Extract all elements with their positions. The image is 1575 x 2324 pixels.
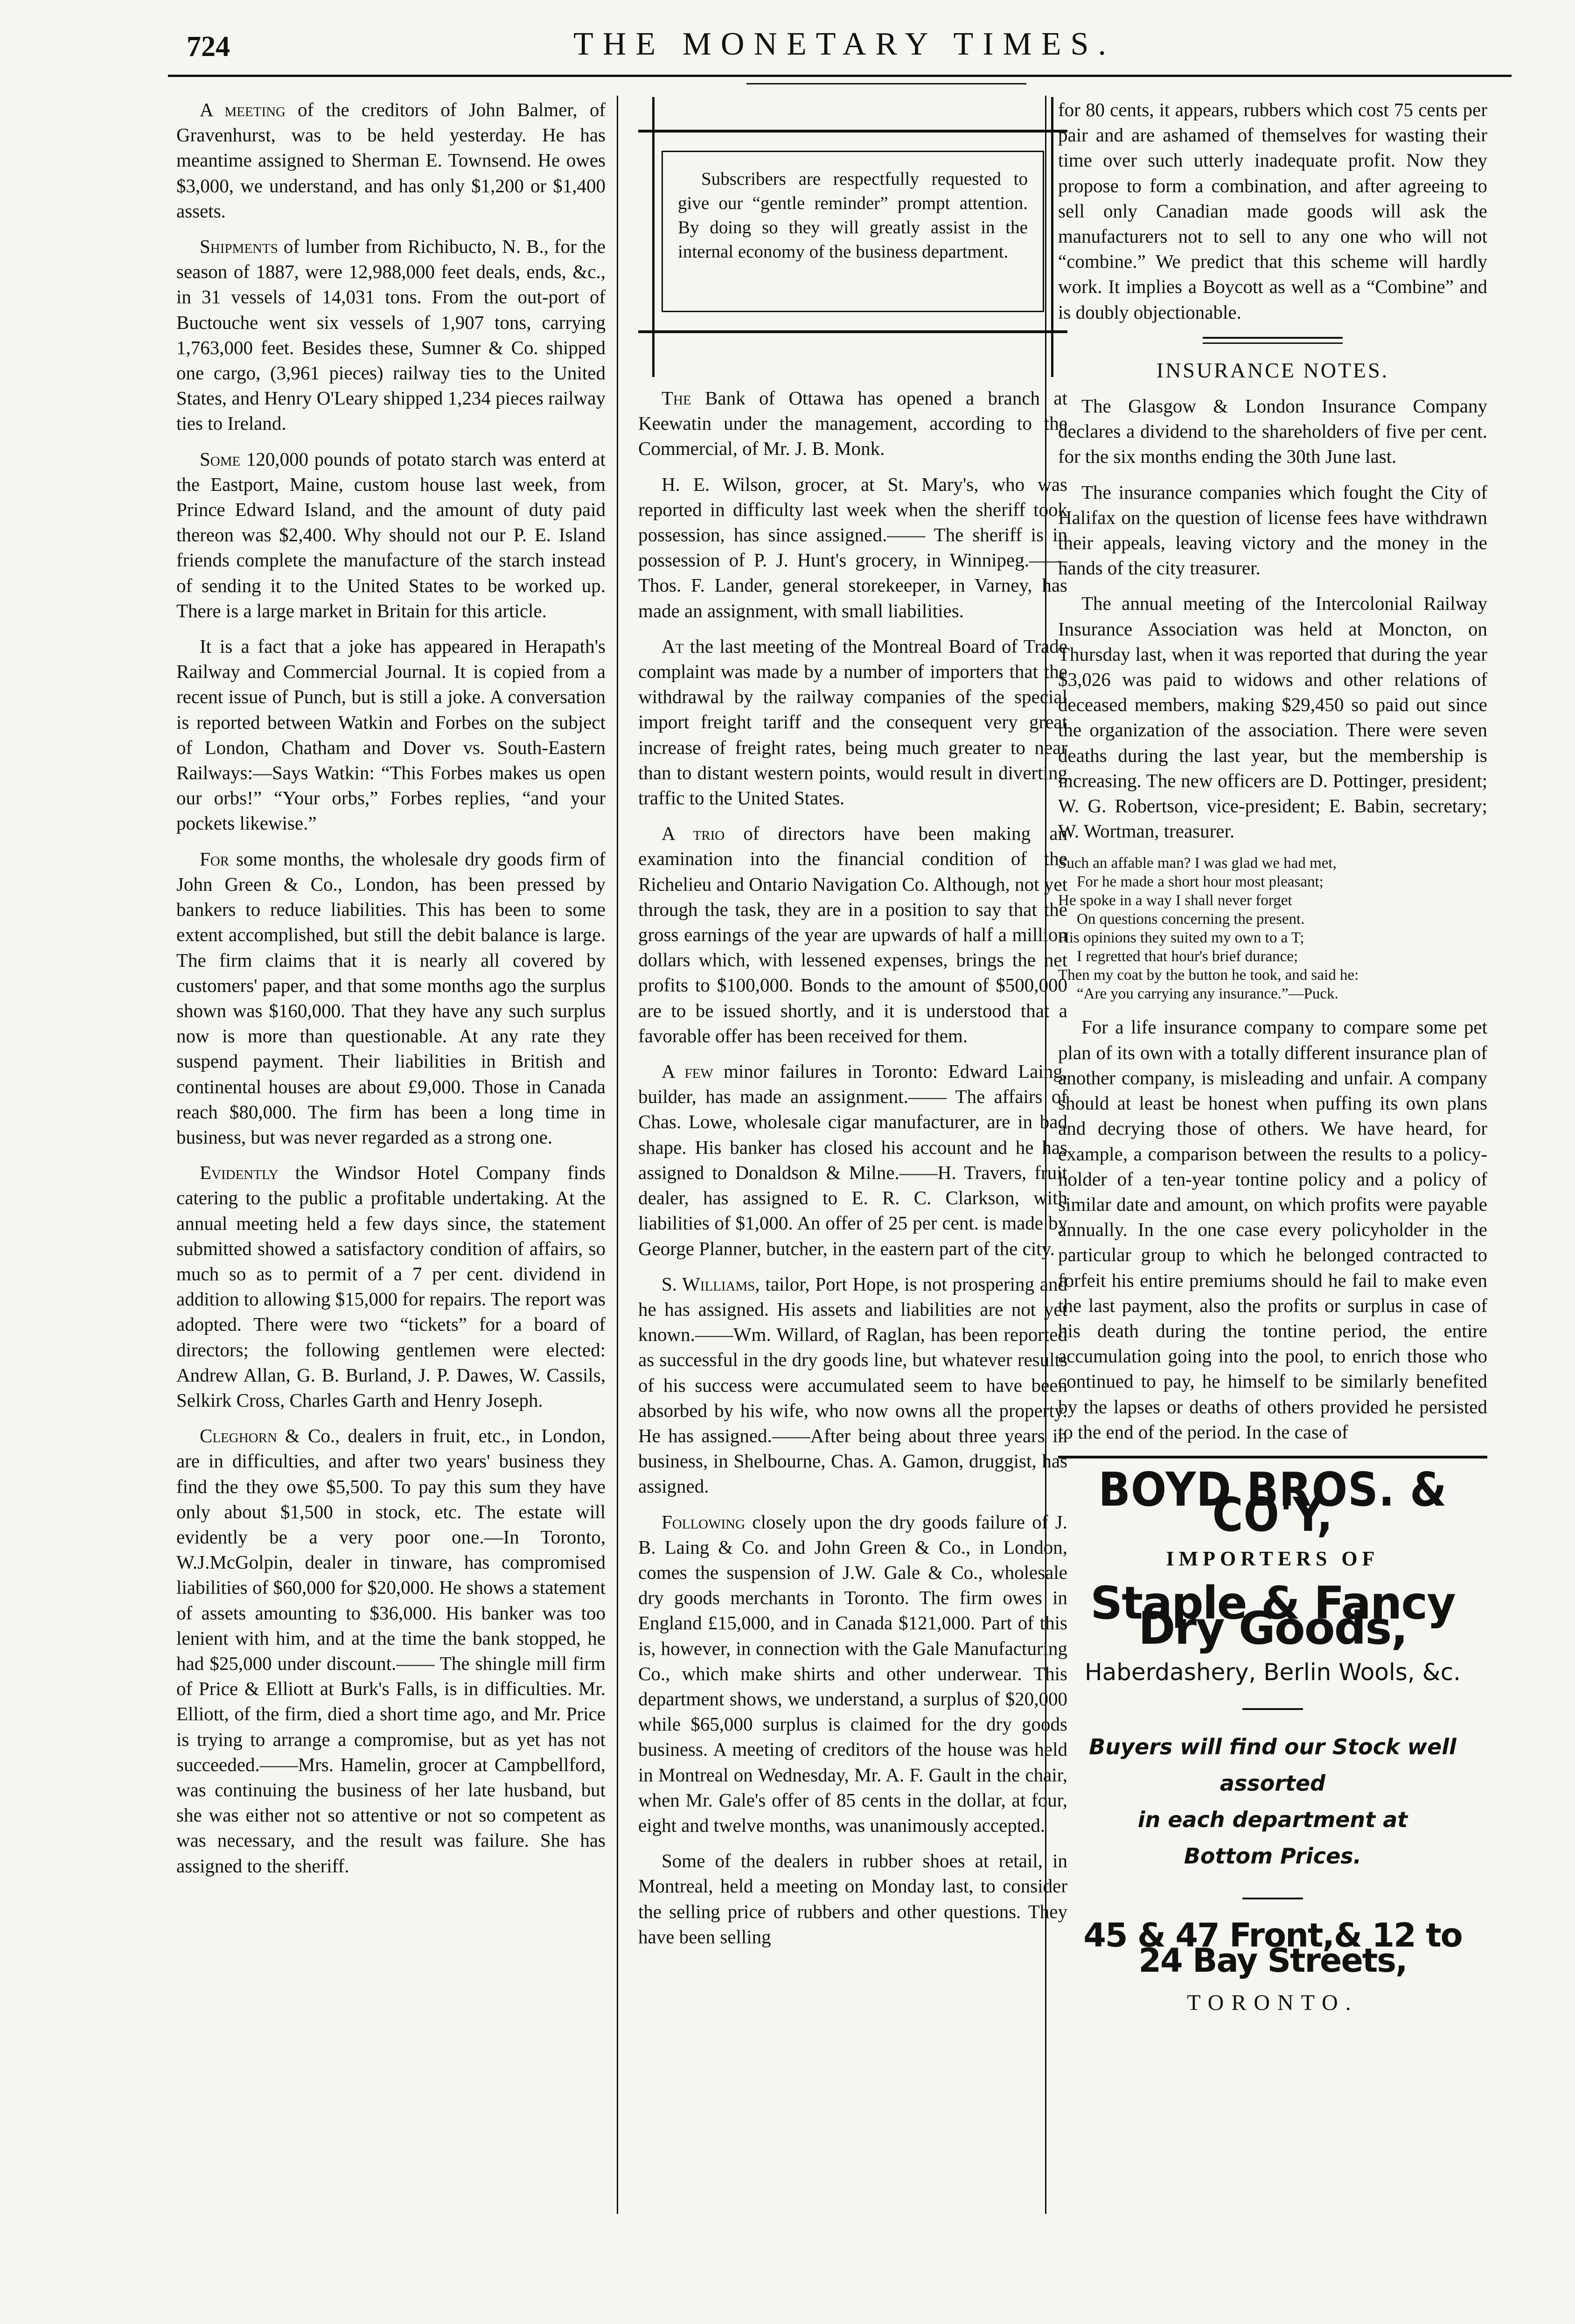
article-text: & Co., dealers in fruit, etc., in London, are in difficulties, and after two years' business they find the they owe $5,500. To pay this sum they have only about $1,500 in stock, etc. The estate will evidently be a very poor one.—In Toronto, W.J.McGolpin, dealer in tinware, has compromised liabilities of $60,000 for $20,000. He shows a statement of assets amounting to $36,000. His banker was too lenient with him, and at the time the bank stopped, he had $25,000 under discount.—— The shingle mill firm of Price & Elliott at Burk's Falls, is in difficulties. Mr. Elliott, of the firm, died a short time ago, and Mr. Price is trying to arrange a compromise, but as yet has not succeeded.——Mrs. Hamelin, grocer at Campbellford, was continuing the business of her late husband, but she was either not so attentive or not so competent as was necessary, and the result was failure. She has assigned to the sheriff. <box>176 1425 606 1877</box>
advertisement <box>1058 1462 1487 2016</box>
poem-line: His opinions they suited my own to a T; <box>1058 929 1304 947</box>
section-title: INSURANCE NOTES. <box>1156 358 1389 382</box>
notice-rule <box>638 130 1067 133</box>
column-2 <box>638 97 1067 1960</box>
ad-divider <box>1242 1708 1303 1710</box>
column-divider <box>617 96 618 2214</box>
article-text: H. E. Wilson, grocer, at St. Mary's, who was reported in difficulty last week when the sheriff took possession, has since assigned.—— The sheriff is in possession of P. J. Hunt's grocery, in Winnipeg.——Thos. F. Lander, general storekeeper, in Varney, has made an assignment, with small liabilities. <box>638 473 1067 621</box>
article <box>176 634 606 836</box>
article-lead: The <box>662 387 691 409</box>
ad-divider <box>1242 1898 1303 1899</box>
poem-line: I regretted that hour's brief durance; <box>1077 948 1298 965</box>
article-text: , tailor, Port Hope, is not prospering and he has assigned. His assets and liabilities are not yet known.——Wm. Willard, of Raglan, has been reported as successful in the dry goods line, but whatever results of his success were accumulated seem to have been absorbed by his wife, who now owns all the property. He has assigned.——After being about three years in business, in Shelbourne, Chas. A. Gamon, druggist, has assigned. <box>638 1273 1068 1497</box>
poem-line: “Are you carrying any insurance.”—Puck. <box>1077 985 1338 1003</box>
article-lead: For <box>200 848 230 870</box>
subscriber-notice <box>638 97 1067 377</box>
ad-address: 45 & 47 Front,& 12 to 24 Bay Streets, <box>1083 1916 1462 1980</box>
column-3 <box>1058 97 1487 2016</box>
article-continued: for 80 cents, it appears, rubbers which cost 75 cents per pair and are ashamed of themselves for wasting their time over such utterly inadequate profit. Now they propose to form a combination, and after agreeing to sell only Canadian made goods will ask the manufacturers not to sell to any one who will not “combine.” We predict that this scheme will hardly work. It implies a Boycott as well as a “Combine” and is doubly objectionable. <box>1058 99 1487 323</box>
article <box>638 1271 1067 1499</box>
ad-buyers-1: Buyers will find our Stock well assorted <box>1089 1734 1457 1796</box>
article-lead: A meeting <box>200 99 286 120</box>
poem-line: Such an affable man? I was glad we had met, <box>1058 855 1337 872</box>
poem-line: On questions concerning the present. <box>1077 911 1305 928</box>
poem <box>1058 854 1487 1003</box>
article-text: the last meeting of the Montreal Board of Trade complaint was made by a number of importers that the withdrawal by the railway companies of the special import freight tariff and the consequent very great increase of freight rates, being much greater to near than to distant western points, would result in diverting traffic to the United States. <box>638 635 1067 809</box>
article-lead: At <box>662 635 684 657</box>
article-text: of directors have been making an examination into the financial condition of the Richelieu and Ontario Navigation Co. Although, not yet through the task, they are in a position to say that the gross earnings of the year are upwards of half a million dollars which, with lessened expenses, brings the net profits to $100,000. Bonds to the amount of $500,000 are to be issued shortly, and it is understood that a favorable offer has been received for them. <box>638 823 1067 1047</box>
article <box>638 472 1067 623</box>
notice-rule <box>1051 97 1053 377</box>
article <box>176 447 606 623</box>
article-lead: Following <box>662 1511 746 1533</box>
article <box>638 634 1067 810</box>
poem-line: For he made a short hour most pleasant; <box>1077 873 1324 891</box>
article-lead: A trio <box>662 823 725 844</box>
page-number: 724 <box>187 31 230 63</box>
article-text: Some of the dealers in rubber shoes at retail, in Montreal, held a meeting on Monday last, to consider the selling price of rubbers and other questions. They have been selling <box>638 1850 1067 1947</box>
section-rule <box>1203 337 1343 344</box>
page-header <box>168 26 1521 72</box>
article-lead: Evidently <box>200 1162 279 1184</box>
header-rule-short <box>746 83 1026 84</box>
article <box>638 385 1067 461</box>
ad-buyers-3: Bottom Prices. <box>1184 1843 1362 1869</box>
article: The annual meeting of the Intercolonial Railway Insurance Association was held at Moncton, on Thursday last, when it was reported that during the year $3,026 was paid to widows and other relations of deceased members, making $29,450 so paid out since the organization of the association. There were seven deaths during the last year, but the membership is increasing. The new officers are D. Pottinger, president; W. G. Robertson, vice-president; E. Babin, secretary; W. Wortman, treasurer. <box>1058 593 1487 842</box>
article-lead: Some <box>200 448 241 470</box>
notice-text: Subscribers are respectfully requested to give our “gentle reminder” prompt attention. By doing so they will greatly assist in the internal economy of the business department. <box>678 169 1028 262</box>
advertisement-rule <box>1058 1456 1487 1459</box>
masthead: THE MONETARY TIMES. <box>573 26 1115 62</box>
article <box>638 1848 1067 1949</box>
notice-rule <box>652 97 655 377</box>
article <box>176 97 606 223</box>
article-text: It is a fact that a joke has appeared in Herapath's Railway and Commercial Journal. It is copied from a recent issue of Punch, but is still a joke. A conversation is reported between Watkin and Forbes on the subject of London, Chatham and Dover vs. South-Eastern Railways:—Says Watkin: “This Forbes makes us open our orbs!” “Your orbs,” Forbes replies, “and your pockets likewise.” <box>176 635 606 834</box>
column-1 <box>176 97 606 1889</box>
article-text: minor failures in Toronto: Edward Laing, builder, has made an assignment.—— The affairs of Chas. Lowe, wholesale cigar manufacturer, are in bad shape. His banker has closed his account and he has assigned to Donaldson & Milne.——H. Travers, fruit dealer, has assigned to E. R. C. Clarkson, with liabilities of $1,000. An offer of 25 per cent. is made by George Planner, butcher, in the eastern part of the city. <box>638 1061 1068 1259</box>
article <box>176 1423 606 1878</box>
article: The Glasgow & London Insurance Company declares a dividend to the shareholders of five per cent. for the six months ending the 30th June last. <box>1058 395 1487 468</box>
ad-firm-name: BOYD BROS. & CO'Y, <box>1098 1462 1447 1542</box>
article-lead: A few <box>662 1061 713 1082</box>
article <box>638 1509 1067 1838</box>
article-text: the Windsor Hotel Company finds catering to the public a profitable undertaking. At the annual meeting held a few days since, the statement submitted showed a satisfactory condition of affairs, so much so as to permit of a 7 per cent. dividend in addition to allowing $15,000 for repairs. The report was adopted. There were two “tickets” for a board of directors; the following gentlemen were elected: Andrew Allan, G. B. Burland, J. P. Dawes, W. Cassils, Selkirk Cross, Charles Garth and Henry Joseph. <box>176 1162 606 1411</box>
article-text: closely upon the dry goods failure of J. B. Laing & Co. and John Green & Co., in London, comes the suspension of J.W. Gale & Co., wholesale dry goods merchants in Toronto. The firm owes in England £15,000, and in Canada $121,000. Part of this is, however, in connection with the Gale Manufacturing Co., which make shirts and other underwear. This department shows, we understand, a surplus of $20,000 while $65,000 surplus is claimed for the dry goods business. A meeting of creditors of the house was held in Montreal on Wednesday, Mr. A. F. Gault in the chair, when Mr. Gale's offer of 85 cents in the dollar, at four, eight and twelve months, was unanimously accepted. <box>638 1511 1067 1836</box>
ad-importers: IMPORTERS OF <box>1166 1547 1380 1570</box>
article-text: of the creditors of John Balmer, of Gravenhurst, was to be held yesterday. He has meantime assigned to Sherman E. Townsend. He owes $3,000, we understand, and has only $1,200 or $1,400 assets. <box>176 99 606 222</box>
ad-lines: Haberdashery, Berlin Wools, &c. <box>1084 1658 1461 1686</box>
article-text: Bank of Ottawa has opened a branch at Keewatin under the management, according to the Commercial, of Mr. J. B. Monk. <box>638 387 1067 460</box>
article-text: of lumber from Richibucto, N. B., for the season of 1887, were 12,988,000 feet deals, ends, &c., in 31 vessels of 14,031 tons. From the out-port of Buctouche went six vessels of 1,907 tons, carrying 1,763,000 feet. Besides these, Sumner & Co. shipped one cargo, (3,961 pieces) railway ties to the United States, and Henry O'Leary shipped 1,234 pieces railway ties to Ireland. <box>176 236 606 434</box>
article <box>176 1160 606 1413</box>
article <box>638 1059 1067 1261</box>
article: For a life insurance company to compare some pet plan of its own with a totally different insurance plan of another company, is misleading and unfair. A company should at least be honest when puffing its own plans and decrying those of others. We have heard, for example, a comparison between the results to a policy-holder of a ten-year tontine policy and a policy of similar date and amount, on which profits were payable annually. In the one case every policyholder in the particular group to which he belonged contracted to forfeit his entire premiums should he fail to make even the last payment, also the profits or surplus in case of his death during the tontine period, the entire accumulation going into the pool, to enrich those who continued to pay, he himself to be similarly benefited by the lapses or deaths of others provided he persisted to the end of the period. In the case of <box>1058 1016 1487 1443</box>
article-lead: Cleghorn <box>200 1425 277 1447</box>
article: The insurance companies which fought the City of Halifax on the question of license fees have withdrawn their appeals, leaving victory and the money in the hands of the city treasurer. <box>1058 481 1487 579</box>
notice-rule <box>638 330 1067 333</box>
ad-city: TORONTO. <box>1187 1990 1359 2015</box>
ad-goods: Staple & Fancy Dry Goods, <box>1090 1577 1455 1654</box>
poem-line: He spoke in a way I shall never forget <box>1058 892 1292 909</box>
article-lead: Shipments <box>200 236 278 258</box>
article-text: 120,000 pounds of potato starch was enterd at the Eastport, Maine, custom house last week, from Prince Edward Island, and the amount of duty paid thereon was $2,400. Why should not our P. E. Island friends complete the manufacture of the starch instead of sending it to the United States to be worked up. There is a large market in Britain for this article. <box>176 448 606 621</box>
article <box>176 846 606 1150</box>
header-rule <box>168 75 1512 77</box>
article <box>638 821 1067 1048</box>
article-text: some months, the wholesale dry goods firm of John Green & Co., London, has been pressed by bankers to reduce liabilities. This has been to some extent accomplished, but still the debit balance is large. The firm claims that it is nearly all covered by customers' paper, and that some months ago the surplus shown was $160,000. That they have any such surplus now is more than questionable. At any rate they suspend payment. Their liabilities in British and continental houses are about £9,000. Those in Canada reach $80,000. The firm has been a long time in business, but was never regarded as a strong one. <box>176 848 606 1148</box>
article <box>176 234 606 436</box>
ad-buyers-2: in each department at <box>1137 1807 1408 1833</box>
poem-line: Then my coat by the button he took, and said he: <box>1058 967 1359 984</box>
article-lead: S. Williams <box>662 1273 755 1295</box>
